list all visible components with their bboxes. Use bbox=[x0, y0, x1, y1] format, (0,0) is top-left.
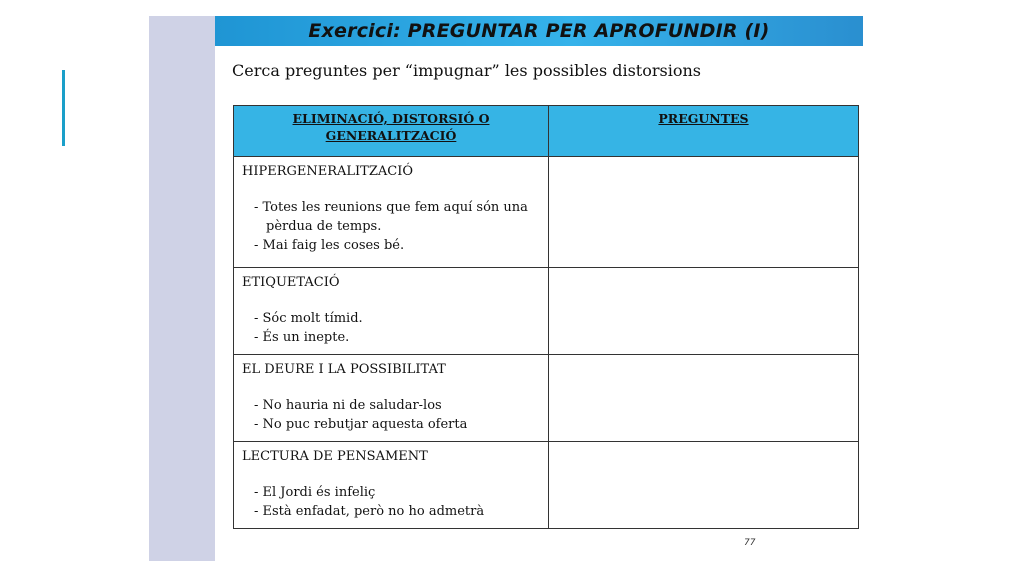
example-item: - El Jordi és infeliç bbox=[254, 485, 376, 500]
questions-cell[interactable] bbox=[549, 268, 859, 355]
table-row bbox=[234, 355, 859, 442]
distortion-cell bbox=[234, 355, 549, 442]
distortion-cell bbox=[234, 442, 549, 529]
example-item: - Està enfadat, però no ho admetrà bbox=[254, 504, 485, 519]
questions-cell[interactable] bbox=[549, 442, 859, 529]
side-band bbox=[149, 16, 215, 561]
example-item: - Totes les reunions que fem aquí són una pèrdua de temps. bbox=[254, 200, 528, 234]
example-item: - Sóc molt tímid. bbox=[254, 311, 363, 326]
example-item: - Mai faig les coses bé. bbox=[254, 238, 405, 253]
table-row bbox=[234, 442, 859, 529]
table-row bbox=[234, 268, 859, 355]
table-row bbox=[234, 157, 859, 268]
slide-subtitle: Cerca preguntes per “impugnar” les possibles distorsions bbox=[232, 61, 701, 80]
header-distortion: ELIMINACIÓ, DISTORSIÓ O GENERALITZACIÓ bbox=[234, 106, 549, 157]
category-label: EL DEURE I LA POSSIBILITAT bbox=[242, 362, 446, 377]
header-questions: PREGUNTES bbox=[549, 106, 859, 157]
page-number: 77 bbox=[744, 538, 756, 548]
category-label: LECTURA DE PENSAMENT bbox=[242, 449, 428, 464]
exercise-table bbox=[233, 105, 859, 529]
accent-line bbox=[62, 70, 65, 146]
title-bar bbox=[215, 16, 863, 46]
questions-cell[interactable] bbox=[549, 355, 859, 442]
questions-cell[interactable] bbox=[549, 157, 859, 268]
example-item: - És un inepte. bbox=[254, 330, 350, 345]
example-item: - No puc rebutjar aquesta oferta bbox=[254, 417, 468, 432]
category-label: ETIQUETACIÓ bbox=[242, 275, 340, 290]
distortion-cell bbox=[234, 157, 549, 268]
example-item: - No hauria ni de saludar-los bbox=[254, 398, 442, 413]
table-header-row bbox=[234, 106, 859, 157]
category-label: HIPERGENERALITZACIÓ bbox=[242, 164, 414, 179]
distortion-cell bbox=[234, 268, 549, 355]
slide-title: Exercici: PREGUNTAR PER APROFUNDIR (I) bbox=[308, 20, 770, 42]
